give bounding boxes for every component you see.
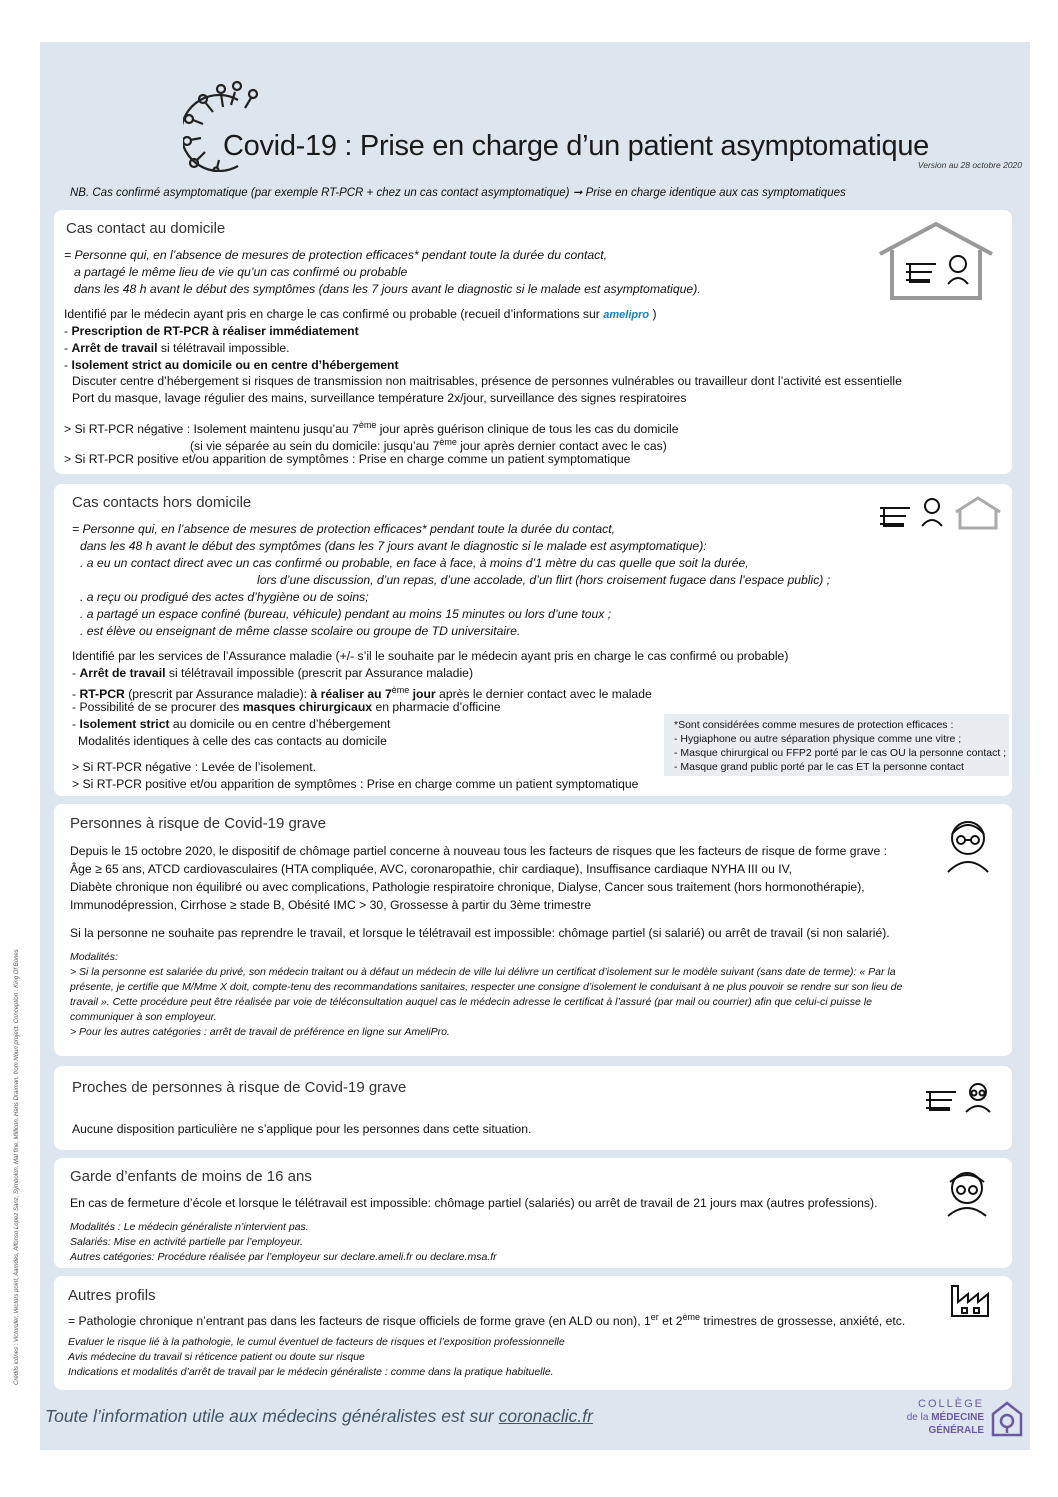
definition-line: a partagé le même lieu de vie qu’un cas confirmé ou probable — [74, 265, 408, 279]
definition-line: dans les 48 h avant le début des symptômes (dans les 7 jours avant le diagnostic si le malade est asymptomatique): — [80, 539, 707, 553]
note-item: - Masque chirurgical ou FFP2 porté par le cas OU la personne contact ; — [674, 747, 1007, 759]
text: et 2 — [658, 1314, 683, 1329]
section-home-contact — [54, 210, 1012, 474]
bullet-masks — [72, 700, 501, 715]
note-item: - Hygiaphone ou autre séparation physique comme une vitre ; — [674, 733, 962, 745]
modalities-text: > Pour les autres catégories : arrêt de travail de préférence en ligne sur AmeliPro. — [70, 1026, 450, 1038]
sup: ème — [358, 420, 377, 430]
bullet-rest: au domicile ou en centre d’hébergement — [169, 717, 391, 731]
footer-text — [45, 1406, 593, 1427]
definition-line: = Personne qui, en l’absence de mesures de protection efficaces* pendant toute la durée du contact, — [72, 522, 616, 536]
modalities-title: Modalités: — [70, 951, 118, 963]
definition-item: . a reçu ou prodigué des actes d’hygiène ou de soins; — [80, 590, 369, 604]
sup: ème — [682, 1312, 701, 1322]
text: (si vie séparée au sein du domicile: jusqu’au 7 — [190, 439, 440, 454]
bold-text: jour — [409, 687, 436, 702]
bold-text: masques chirurgicaux — [242, 700, 373, 714]
section-title: Personnes à risque de Covid-19 grave — [70, 815, 326, 832]
modalities-text: travail ». Cette procédure peut être réalisée par voie de téléconsultation auquel cas le médecin adresse le certificat à l’assuré (par mail ou courrier) afin que celui-ci puisse le — [70, 996, 872, 1008]
version-label: Version au 28 octobre 2020 — [917, 160, 1022, 170]
other-profiles-modalities: Indications et modalités d’arrêt de travail par le médecin généraliste : comme dans la pratique habituelle. — [68, 1366, 554, 1378]
logo-text-bold: MÉDECINE — [931, 1412, 984, 1423]
logo-line — [898, 1412, 984, 1423]
definition-item: . est élève ou enseignant de même classe scolaire ou groupe de TD universitaire. — [80, 624, 521, 638]
bullet-work-stop — [72, 666, 473, 681]
other-profiles-modalities: Evaluer le risque lié à la pathologie, le cumul éventuel de facteurs de risques et l’exposition professionnelle — [68, 1336, 565, 1348]
text: = Pathologie chronique n’entrant pas dans les facteurs de risque officiels de forme grave (en ALD ou non), 1 — [68, 1314, 651, 1329]
section-title: Garde d’enfants de moins de 16 ans — [70, 1168, 312, 1185]
other-profiles-text — [68, 1310, 905, 1329]
section-outside-contact — [54, 484, 1012, 796]
section-title: Cas contact au domicile — [66, 220, 226, 237]
bullet-text: Prescription de RT-PCR à réaliser immédiatement — [71, 324, 359, 338]
dash: - — [72, 687, 80, 702]
definition-line: = Personne qui, en l’absence de mesures de protection efficaces* pendant toute la durée du contact, — [64, 248, 608, 262]
outside-contact-icon — [876, 492, 1006, 532]
isolation-detail: Discuter centre d’hébergement si risques de transmission non maitrisables, présence de personnes vulnérables ou travailleur dont l’activité est essentielle — [72, 374, 902, 388]
relatives-text: Aucune disposition particulière ne s’applique pour les personnes dans cette situation. — [72, 1122, 532, 1136]
child-icon — [942, 1166, 992, 1218]
logo-house-icon — [990, 1400, 1024, 1438]
note-title: *Sont considérées comme mesures de protection efficaces : — [674, 719, 954, 731]
section-relatives — [54, 1066, 1012, 1150]
protection-note — [664, 714, 1009, 776]
sup: ème — [391, 685, 410, 695]
amelipro-logo: amelipro — [603, 309, 650, 321]
section-risk-persons — [54, 804, 1012, 1056]
definition-line: dans les 48 h avant le début des symptômes (dans les 7 jours avant le diagnostic si le malade est asymptomatique). — [74, 282, 701, 296]
factory-icon — [950, 1282, 992, 1318]
nb-note — [70, 185, 846, 199]
bold-text: à réaliser au 7 — [310, 687, 392, 702]
logo-text: de la — [906, 1412, 932, 1423]
section-title: Proches de personnes à risque de Covid-19 grave — [72, 1079, 407, 1096]
identification-line: Identifié par les services de l’Assurance maladie (+/- s’il le souhaite par le médecin ayant pris en charge le cas confirmé ou probable) — [72, 649, 789, 663]
childcare-modalities: Autres catégories: Procédure réalisée par l’employeur sur declare.ameli.fr ou declare.msa.fr — [70, 1251, 497, 1263]
nb-prefix: NB. Cas confirmé asymptomatique (par exemple RT-PCR + chez un cas contact asymptomatique) — [70, 187, 570, 199]
bullet-isolation — [64, 358, 399, 373]
risk-text: Si la personne ne souhaite pas reprendre le travail, et lorsque le télétravail est impossible: chômage partiel (si salarié) ou arrêt de travail (si non salarié). — [70, 926, 890, 940]
text: en pharmacie d’officine — [372, 700, 501, 714]
childcare-text: En cas de fermeture d’école et lorsque le télétravail est impossible: chômage partiel (salariés) ou arrêt de travail de 21 jours max (autres professions). — [70, 1196, 878, 1210]
text: jour après guérison clinique de tous les cas du domicile — [376, 422, 679, 437]
text: - Possibilité de se procurer des — [72, 700, 243, 714]
modalities-text: présente, je certifie que M/Mme X doit, compte-tenu des recommandations sanitaires, respecter une consigne d’isolement le conduisant à ne plus pouvoir se rendre sur son lieu de — [70, 981, 903, 993]
positive-result: > Si RT-PCR positive et/ou apparition de symptômes : Prise en charge comme un patient symptomatique — [72, 777, 639, 791]
identification-end: ) — [652, 307, 657, 321]
section-title: Cas contacts hors domicile — [72, 494, 252, 511]
bullet-text: Isolement strict au domicile ou en centre d’hébergement — [71, 358, 399, 372]
risk-text: Diabète chronique non équilibré ou avec complications, Pathologie respiratoire chronique, Dialyse, Cancer sous traitement (hors hormonothérapie), — [70, 880, 865, 894]
bullet-rest: si télétravail impossible (prescrit par Assurance maladie) — [165, 666, 473, 680]
bullet-isolation — [72, 717, 390, 732]
logo-line: COLLÈGE — [918, 1398, 984, 1410]
page-title: Covid-19 : Prise en charge d’un patient asymptomatique — [223, 130, 929, 162]
childcare-modalities: Salariés: Mise en activité partielle par l’employeur. — [70, 1236, 304, 1248]
text: jour après dernier contact avec le cas) — [456, 439, 667, 454]
isolation-detail: Modalités identiques à celle des cas contacts au domicile — [78, 734, 387, 748]
dash: - — [64, 341, 72, 355]
elderly-person-icon — [940, 816, 996, 874]
definition-item: . a eu un contact direct avec un cas confirmé ou probable, en face à face, à moins d’1 mètre du cas quelle que soit la durée, — [80, 556, 749, 570]
sup: er — [650, 1312, 659, 1322]
negative-result: > Si RT-PCR négative : Levée de l’isolement. — [72, 760, 316, 774]
bullet-rest: après le dernier contact avec le malade — [435, 687, 652, 702]
identification-line — [64, 307, 657, 323]
definition-item: lors d’une discussion, d’un repas, d’une accolade, d’un flirt (hors croisement fugace dans l’espace public) ; — [257, 573, 831, 587]
dash: - — [64, 358, 72, 372]
bullet-text: Isolement strict — [79, 717, 170, 731]
title-row — [183, 72, 1003, 172]
bullet-pcr — [64, 324, 359, 339]
note-item: - Masque grand public porté par le cas ET la personne contact — [674, 761, 964, 773]
cmg-logo — [896, 1398, 1026, 1442]
risk-text: Âge ≥ 65 ans, ATCD cardiovasculaires (HTA compliquée, AVC, coronaropathie, chir cardiaque), Insuffisance cardiaque NYHA III ou IV, — [70, 862, 793, 876]
sup: ème — [439, 437, 457, 447]
section-other-profiles — [54, 1276, 1012, 1390]
other-profiles-modalities: Avis médecine du travail si réticence patient ou doute sur risque — [68, 1351, 365, 1363]
footer-label: Toute l’information utile aux médecins généralistes est sur — [45, 1406, 499, 1426]
dash: - — [72, 717, 80, 731]
dash: - — [72, 666, 80, 680]
bullet-rest: si télétravail impossible. — [157, 341, 290, 355]
childcare-modalities: Modalités : Le médecin généraliste n’intervient pas. — [70, 1221, 309, 1233]
risk-text: Immunodépression, Cirrhose ≥ stade B, Obésité IMC > 30, Grossesse à partir du 3ème trimestre — [70, 898, 592, 912]
page-background — [40, 42, 1030, 1450]
modalities-text: communiquer à son employeur. — [70, 1011, 217, 1023]
text: (prescrit par Assurance maladie): — [124, 687, 311, 702]
bullet-text: Arrêt de travail — [71, 341, 158, 355]
relatives-contact-icon — [922, 1078, 1000, 1114]
dash: - — [64, 324, 72, 338]
risk-text: Depuis le 15 octobre 2020, le dispositif de chômage partiel concerne à nouveau tous les facteurs de risques que les facteurs de risque de forme grave : — [70, 844, 888, 858]
section-title: Autres profils — [68, 1287, 156, 1304]
nb-arrow: ➞ — [572, 187, 583, 199]
bullet-text: RT-PCR — [79, 687, 125, 702]
text: > Si RT-PCR négative : Isolement maintenu jusqu’au 7 — [64, 422, 359, 437]
modalities-text: > Si la personne est salariée du privé, son médecin traitant ou à défaut un médecin de ville lui délivre un certificat d’isolement sur le modèle suivant (sans date de terme): « Par la — [70, 966, 896, 978]
definition-item: . a partagé un espace confiné (bureau, véhicule) pendant au moins 15 minutes ou lors d’une toux ; — [80, 607, 612, 621]
bullet-text: Arrêt de travail — [79, 666, 166, 680]
icon-credits: Crédits icônes : Victoruler, Vectors point, Aamdes, Alfonso Lopez Sanz, Symbolon, Mat fine, Millicon, Hans Draiman, from Noun project. Conception : King Of Bones — [14, 949, 20, 1385]
section-childcare — [54, 1158, 1012, 1268]
bullet-work-stop — [64, 341, 290, 356]
nb-suffix: Prise en charge identique aux cas symptomatiques — [585, 187, 846, 199]
isolation-detail: Port du masque, lavage régulier des mains, surveillance température 2x/jour, surveillance des signes respiratoires — [72, 391, 687, 405]
text: trimestres de grossesse, anxiété, etc. — [700, 1314, 906, 1329]
house-contact-icon — [876, 220, 996, 302]
identification-text: Identifié par le médecin ayant pris en charge le cas confirmé ou probable (recueil d’informations sur — [64, 307, 600, 321]
coronaclic-link[interactable]: coronaclic.fr — [498, 1406, 593, 1426]
positive-result: > Si RT-PCR positive et/ou apparition de symptômes : Prise en charge comme un patient symptomatique — [64, 452, 631, 466]
logo-line: GÉNÉRALE — [928, 1425, 984, 1436]
